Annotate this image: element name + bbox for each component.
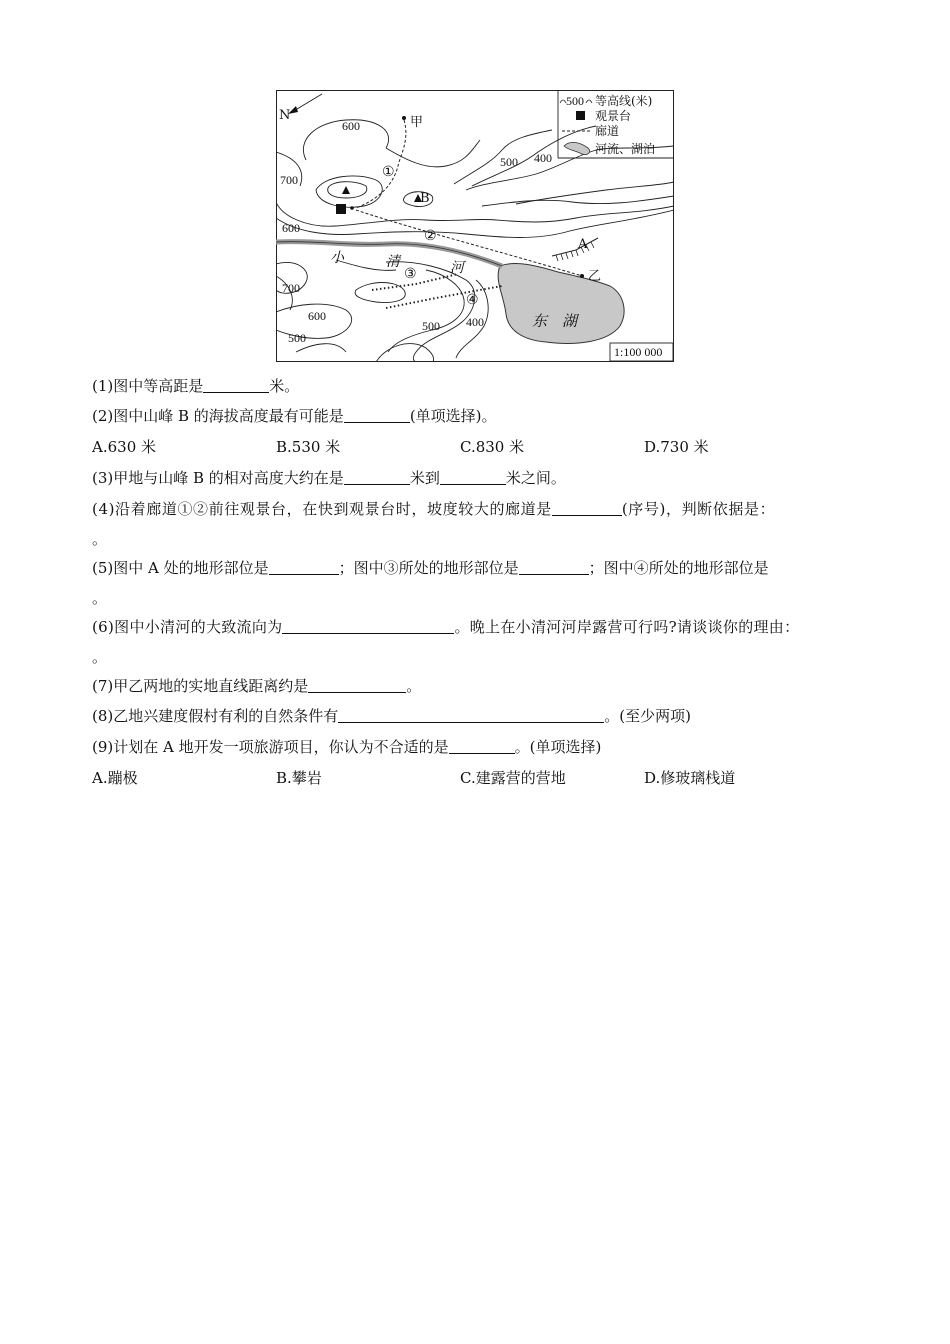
legend-corridor: 廊道: [595, 124, 620, 138]
question-text: (7)甲乙两地的实地直线距离约是: [92, 677, 309, 695]
question-text: (6)图中小清河的大致流向为: [92, 618, 283, 636]
question-8: [92, 706, 691, 726]
question-5-continued: 。: [92, 589, 108, 607]
contour-label: 600: [342, 119, 360, 133]
river-char: 清: [386, 254, 400, 270]
question-text: (2)图中山峰 B 的海拔高度最有可能是: [92, 407, 344, 425]
place-yi-label: 乙: [588, 269, 602, 284]
corridor-4-label: ④: [466, 292, 479, 308]
map-scale: 1:100 000: [614, 345, 663, 359]
answer-blank[interactable]: [440, 469, 506, 485]
answer-blank[interactable]: [449, 738, 515, 754]
contour-label: 700: [282, 281, 300, 295]
question-text: (序号)，判断依据是：: [621, 500, 776, 518]
lake-label: 东 湖: [532, 312, 578, 330]
question-text: (单项选择)。: [409, 407, 497, 425]
legend-contour-value: 500: [566, 94, 584, 108]
question-4: [92, 499, 775, 519]
q9-option-d[interactable]: D.修玻璃栈道: [644, 769, 736, 787]
question-text: 。(单项选择): [514, 738, 602, 756]
question-4-continued: 。: [92, 530, 108, 548]
corridor-1-label: ①: [382, 164, 395, 180]
q2-option-d[interactable]: D.730 米: [644, 438, 709, 456]
q2-option-a[interactable]: A.630 米: [92, 438, 156, 456]
question-text: 米。: [269, 377, 300, 395]
contour-label: 500: [500, 155, 518, 169]
river-char: 河: [450, 260, 464, 276]
q9-option-a[interactable]: A.蹦极: [92, 769, 138, 787]
q2-option-c[interactable]: C.830 米: [460, 438, 525, 456]
question-5: [92, 558, 769, 578]
question-text: (9)计划在 A 地开发一项旅游项目，你认为不合适的是: [92, 738, 449, 756]
contour-label: 700: [280, 173, 298, 187]
answer-blank[interactable]: [344, 407, 410, 423]
viewing-platform-icon: [336, 204, 346, 214]
question-9: [92, 737, 601, 757]
question-text: (5)图中 A 处的地形部位是: [92, 559, 269, 577]
question-text: ；图中④所处的地形部位是: [588, 559, 769, 577]
question-3: [92, 468, 566, 488]
question-7: [92, 676, 421, 696]
point-a-label: A: [578, 237, 588, 252]
answer-blank[interactable]: [338, 707, 604, 723]
contour-label: 500: [288, 331, 306, 345]
legend-contour: 等高线(米): [595, 94, 653, 108]
contour-label: 400: [534, 151, 552, 165]
peak-b-label: B: [420, 191, 430, 206]
contour-label: 500: [422, 319, 440, 333]
answer-blank[interactable]: [282, 618, 454, 634]
question-6-continued: 。: [92, 648, 108, 666]
corridor-2-label: ②: [424, 228, 437, 244]
answer-blank[interactable]: [308, 677, 406, 693]
legend-water: 河流、湖泊: [595, 142, 656, 156]
question-text: 米到: [409, 469, 440, 487]
place-jia-label: 甲: [410, 115, 424, 130]
river-char: 小: [330, 250, 344, 266]
question-2: [92, 406, 497, 426]
question-text: 。(至少两项): [604, 707, 691, 725]
question-text: (1)图中等高距是: [92, 377, 204, 395]
question-6: [92, 617, 799, 637]
answer-blank[interactable]: [269, 559, 339, 575]
answer-blank[interactable]: [344, 469, 410, 485]
question-text: 。晚上在小清河河岸露营可行吗?请谈谈你的理由：: [454, 618, 800, 636]
question-text: (8)乙地兴建度假村有利的自然条件有: [92, 707, 339, 725]
corridor-3-label: ③: [404, 266, 417, 282]
q9-option-c[interactable]: C.建露营的营地: [460, 769, 566, 787]
answer-blank[interactable]: [552, 500, 622, 516]
legend-platform: 观景台: [595, 109, 632, 123]
question-text: 。: [406, 677, 422, 695]
question-text: (3)甲地与山峰 B 的相对高度大约在是: [92, 469, 344, 487]
q9-option-b[interactable]: B.攀岩: [276, 769, 322, 787]
question-text: (4)沿着廊道①②前往观景台，在快到观景台时，坡度较大的廊道是: [92, 500, 552, 518]
north-label: N: [279, 108, 291, 123]
answer-blank[interactable]: [203, 377, 269, 393]
question-text: ；图中③所处的地形部位是: [338, 559, 519, 577]
contour-label: 400: [466, 315, 484, 329]
contour-label: 600: [282, 221, 300, 235]
topographic-map: [276, 90, 674, 362]
question-text: 米之间。: [505, 469, 566, 487]
question-1: [92, 376, 299, 396]
answer-blank[interactable]: [519, 559, 589, 575]
contour-label: 600: [308, 309, 326, 323]
q2-option-b[interactable]: B.530 米: [276, 438, 341, 456]
